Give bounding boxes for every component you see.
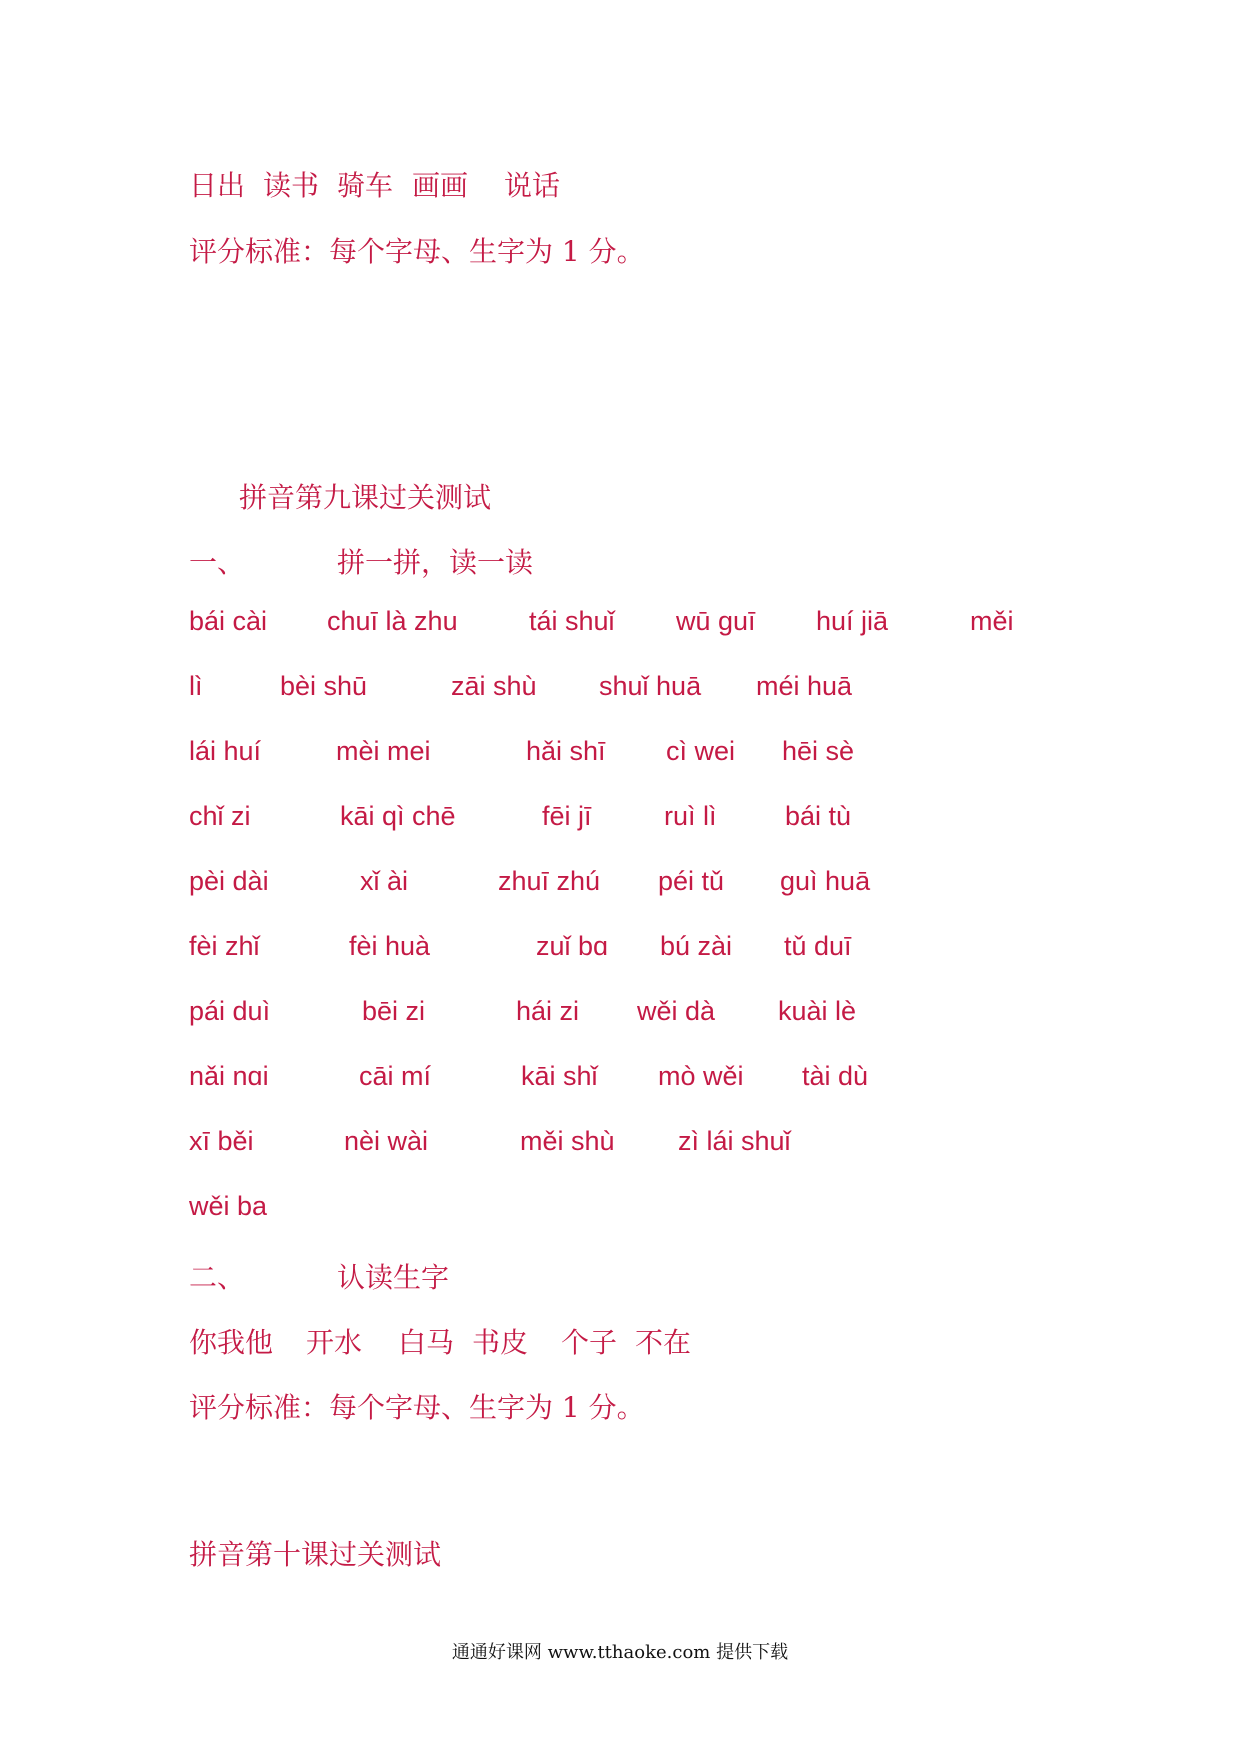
section-title: 拼一拼，读一读 — [337, 546, 534, 579]
pinyin-word: fèi zhǐ — [189, 931, 260, 961]
word: 画画 — [412, 169, 469, 202]
pinyin-word: bèi shū — [280, 671, 368, 701]
pinyin-word: wěi dà — [637, 996, 716, 1026]
pinyin-word: chuī là zhu — [327, 606, 458, 636]
pinyin-word: bú zài — [660, 931, 733, 961]
pinyin-word: nǎi nɑi — [189, 1061, 269, 1091]
pinyin-word: xī běi — [189, 1126, 254, 1156]
pinyin-word: wū ɡuī — [676, 606, 756, 636]
pinyin-word: bēi zi — [362, 996, 426, 1026]
pinyin-word: hái zi — [516, 996, 580, 1026]
pinyin-word: hǎi shī — [526, 736, 606, 766]
pinyin-word: tái shuǐ — [529, 606, 615, 636]
pinyin-word: wěi ba — [189, 1191, 268, 1221]
pinyin-word: měi — [970, 606, 1014, 636]
pinyin-word: xǐ ài — [360, 866, 409, 896]
pinyin-word: cāi mí — [359, 1061, 432, 1091]
pinyin-word: pèi dài — [189, 866, 269, 896]
pinyin-word: mò wěi — [658, 1061, 744, 1091]
pinyin-word: fèi huà — [349, 931, 431, 961]
section-number: 一、 — [189, 546, 246, 579]
pinyin-word: bái tù — [785, 801, 852, 831]
pinyin-word: pái duì — [189, 996, 271, 1026]
pinyin-word: lì — [189, 671, 203, 701]
section-number: 二、 — [189, 1261, 246, 1294]
pinyin-word: péi tǔ — [658, 866, 725, 896]
pinyin-word: tài dù — [802, 1061, 869, 1091]
pinyin-word: tǔ duī — [784, 931, 852, 961]
pinyin-word: zuǐ bɑ — [536, 931, 609, 961]
pinyin-word: huí jiā — [816, 606, 889, 636]
pinyin-word: shuǐ huā — [599, 671, 702, 701]
pinyin-word: mèi mei — [336, 736, 431, 766]
section-title: 认读生字 — [337, 1261, 450, 1294]
char-group: 你我他 — [189, 1326, 274, 1359]
pinyin-word: ruì lì — [664, 801, 717, 831]
pinyin-word: lái huí — [189, 736, 262, 766]
char-group: 个子 — [561, 1326, 618, 1359]
char-group: 白马 — [398, 1326, 455, 1359]
pinyin-word: fēi jī — [542, 801, 592, 831]
score-note: 评分标准：每个字母、生字为 1 分。 — [189, 1391, 645, 1424]
char-group: 书皮 — [472, 1326, 529, 1359]
pinyin-word: kuài lè — [778, 996, 857, 1026]
pinyin-word: méi huā — [756, 671, 853, 701]
lesson10-title: 拼音第十课过关测试 — [189, 1538, 442, 1571]
score-note: 评分标准：每个字母、生字为 1 分。 — [189, 235, 645, 268]
word: 读书 — [263, 169, 320, 202]
pinyin-word: ɡuì huā — [780, 866, 871, 896]
char-group: 开水 — [306, 1326, 363, 1359]
pinyin-word: hēi sè — [782, 736, 855, 766]
word: 骑车 — [337, 169, 394, 202]
word: 说话 — [504, 169, 561, 202]
pinyin-word: kāi qì chē — [340, 801, 456, 831]
pinyin-word: zhuī zhú — [498, 866, 601, 896]
pinyin-word: cì wei — [666, 736, 736, 766]
pinyin-word: zì lái shuǐ — [678, 1126, 791, 1156]
pinyin-word: nèi wài — [344, 1126, 429, 1156]
pinyin-word: kāi shǐ — [521, 1061, 598, 1091]
footer-credit: 通通好课网 www.tthaoke.com 提供下载 — [451, 1642, 789, 1663]
pinyin-word: bái cài — [189, 606, 268, 636]
lesson9-title: 拼音第九课过关测试 — [239, 481, 492, 514]
word: 日出 — [189, 169, 246, 202]
char-group: 不在 — [635, 1326, 692, 1359]
pinyin-word: měi shù — [520, 1126, 615, 1156]
pinyin-word: zāi shù — [451, 671, 537, 701]
pinyin-word: chǐ zi — [189, 801, 251, 831]
